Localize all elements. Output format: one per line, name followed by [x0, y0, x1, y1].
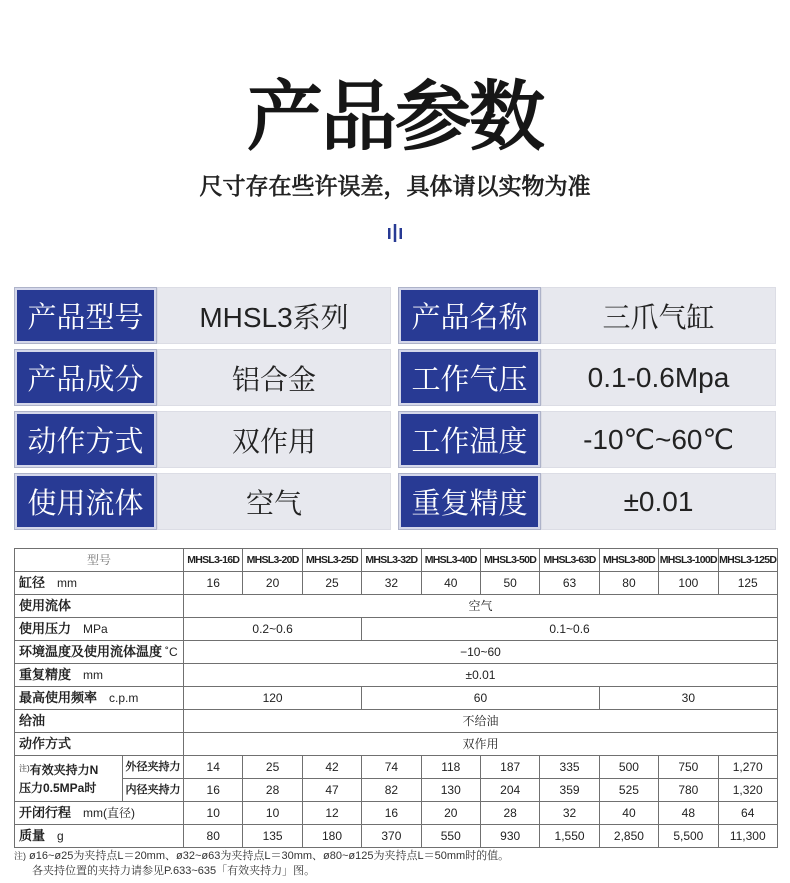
- spec-grid: [14, 287, 776, 535]
- row-label: 使用流体: [19, 598, 72, 613]
- table-cell: 47: [302, 779, 361, 802]
- row-label: 环境温度及使用流体温度: [19, 644, 163, 659]
- table-cell: 60: [362, 687, 600, 710]
- row-label: 给油: [19, 713, 46, 728]
- table-cell: 50: [480, 572, 539, 595]
- row-unit: mm: [57, 576, 78, 590]
- row-unit: ˚C: [165, 645, 178, 659]
- table-cell: 525: [599, 779, 658, 802]
- model-header-cell: MHSL3-50D: [480, 549, 539, 572]
- spec-table: [14, 548, 778, 848]
- note-mark: 注): [14, 851, 26, 861]
- table-cell: 1,320: [718, 779, 777, 802]
- table-cell: 16: [362, 802, 421, 825]
- stroke-row: [15, 802, 778, 825]
- row-label: 重复精度: [19, 667, 72, 682]
- fluid-row: [15, 595, 778, 618]
- material-label: 产品成分: [14, 349, 157, 406]
- table-cell: 5,500: [659, 825, 718, 848]
- table-cell: 0.1~0.6: [362, 618, 778, 641]
- repeatability-label: 重复精度: [398, 473, 541, 530]
- row-unit: c.p.m: [109, 691, 139, 705]
- row-label-cell: [15, 641, 184, 664]
- product-name-value: 三爪气缸: [541, 287, 776, 344]
- fluid-label: 使用流体: [14, 473, 157, 530]
- table-cell: 180: [302, 825, 361, 848]
- table-cell: 100: [659, 572, 718, 595]
- working-pressure-value: 0.1-0.6Mpa: [541, 349, 776, 406]
- table-cell: 20: [421, 802, 480, 825]
- table-cell: 双作用: [184, 733, 778, 756]
- grip-force-condition: 压力0.5MPa时: [19, 781, 97, 795]
- table-cell: 130: [421, 779, 480, 802]
- table-cell: 750: [659, 756, 718, 779]
- table-cell: 64: [718, 802, 777, 825]
- table-cell: 1,550: [540, 825, 599, 848]
- note-text: ø16~ø25为夹持点L＝20mm、ø32~ø63为夹持点L＝30mm、ø80~ø125为夹持点L＝50mm时的值。: [29, 850, 510, 862]
- table-cell: 930: [480, 825, 539, 848]
- table-cell: 82: [362, 779, 421, 802]
- working-temperature-value: -10℃~60℃: [541, 411, 776, 468]
- max-frequency-row: [15, 687, 778, 710]
- table-cell: 118: [421, 756, 480, 779]
- table-cell: 2,850: [599, 825, 658, 848]
- table-cell: 370: [362, 825, 421, 848]
- table-cell: 40: [421, 572, 480, 595]
- table-cell: 32: [540, 802, 599, 825]
- table-cell: 10: [184, 802, 243, 825]
- mass-row: [15, 825, 778, 848]
- table-header-row: [15, 549, 778, 572]
- note-text: 各夹持位置的夹持力请参见P.633~635「有效夹持力」图。: [32, 865, 316, 877]
- action-mode-value: 双作用: [157, 411, 391, 468]
- spec-row: [14, 349, 776, 406]
- table-cell: 120: [184, 687, 362, 710]
- table-cell: 125: [718, 572, 777, 595]
- model-header-cell: MHSL3-25D: [302, 549, 361, 572]
- model-header-cell: MHSL3-20D: [243, 549, 302, 572]
- table-cell: 32: [362, 572, 421, 595]
- lubrication-row: [15, 710, 778, 733]
- row-unit: MPa: [83, 622, 108, 636]
- table-cell: 16: [184, 779, 243, 802]
- row-label-cell: [15, 710, 184, 733]
- note-mark: 注): [19, 764, 30, 773]
- table-cell: 1,270: [718, 756, 777, 779]
- pressure-row: [15, 618, 778, 641]
- model-header-cell: MHSL3-32D: [362, 549, 421, 572]
- bore-row: [15, 572, 778, 595]
- product-model-value: MHSL3系列: [157, 287, 391, 344]
- temperature-row: [15, 641, 778, 664]
- table-cell: 10: [243, 802, 302, 825]
- table-cell: 500: [599, 756, 658, 779]
- grip-force-inner-row: [15, 779, 778, 802]
- repeatability-row: [15, 664, 778, 687]
- fluid-value: 空气: [157, 473, 391, 530]
- table-cell: 204: [480, 779, 539, 802]
- table-cell: 48: [659, 802, 718, 825]
- table-cell: 135: [243, 825, 302, 848]
- table-cell: 11,300: [718, 825, 777, 848]
- table-cell: 16: [184, 572, 243, 595]
- table-cell: 550: [421, 825, 480, 848]
- row-label-cell: [15, 733, 184, 756]
- working-temperature-label: 工作温度: [398, 411, 541, 468]
- table-cell: 74: [362, 756, 421, 779]
- table-cell: ±0.01: [184, 664, 778, 687]
- product-name-label: 产品名称: [398, 287, 541, 344]
- note-line: [14, 864, 784, 879]
- page-title: 产品参数: [247, 75, 543, 160]
- table-cell: 14: [184, 756, 243, 779]
- table-cell: 42: [302, 756, 361, 779]
- table-cell: 187: [480, 756, 539, 779]
- model-header-cell: MHSL3-63D: [540, 549, 599, 572]
- model-header-cell: MHSL3-40D: [421, 549, 480, 572]
- table-cell: 30: [599, 687, 777, 710]
- row-label-cell: [15, 572, 184, 595]
- row-label: 质量: [19, 828, 46, 843]
- model-header-cell: MHSL3-125D: [718, 549, 777, 572]
- row-label: 使用压力: [19, 621, 72, 636]
- row-unit: mm(直径): [83, 806, 136, 820]
- table-notes: [14, 849, 784, 879]
- spec-row: [14, 411, 776, 468]
- model-header-cell: MHSL3-16D: [184, 549, 243, 572]
- table-cell: 80: [599, 572, 658, 595]
- table-cell: 0.2~0.6: [184, 618, 362, 641]
- row-label-cell: [15, 687, 184, 710]
- product-model-label: 产品型号: [14, 287, 157, 344]
- row-label-cell: [15, 664, 184, 687]
- row-unit: mm: [83, 668, 104, 682]
- note-line: [14, 849, 784, 864]
- grip-force-outer-row: [15, 756, 778, 779]
- table-cell: 63: [540, 572, 599, 595]
- row-label-cell: [15, 825, 184, 848]
- row-label: 开闭行程: [19, 805, 72, 820]
- table-cell: 359: [540, 779, 599, 802]
- model-column-header: 型号: [15, 549, 184, 572]
- row-label-cell: [15, 595, 184, 618]
- model-header-cell: MHSL3-100D: [659, 549, 718, 572]
- inner-grip-label: 内径夹持力: [123, 779, 184, 802]
- outer-grip-label: 外径夹持力: [123, 756, 184, 779]
- table-cell: 不给油: [184, 710, 778, 733]
- working-pressure-label: 工作气压: [398, 349, 541, 406]
- table-cell: 335: [540, 756, 599, 779]
- table-cell: 40: [599, 802, 658, 825]
- table-cell: 空气: [184, 595, 778, 618]
- vertical-bars-icon: [386, 223, 404, 243]
- grip-force-label: 有效夹持力N: [29, 763, 99, 777]
- table-cell: −10~60: [184, 641, 778, 664]
- table-cell: 780: [659, 779, 718, 802]
- material-value: 铝合金: [157, 349, 391, 406]
- table-cell: 28: [480, 802, 539, 825]
- grip-force-label-cell: [15, 756, 123, 802]
- table-cell: 25: [243, 756, 302, 779]
- table-cell: 20: [243, 572, 302, 595]
- row-label: 最高使用频率: [19, 690, 98, 705]
- row-label-cell: [15, 618, 184, 641]
- row-label-cell: [15, 802, 184, 825]
- action-mode-label: 动作方式: [14, 411, 157, 468]
- page-subtitle: 尺寸存在些许误差，具体请以实物为准: [199, 173, 591, 199]
- spec-row: [14, 473, 776, 530]
- repeatability-value: ±0.01: [541, 473, 776, 530]
- action-row: [15, 733, 778, 756]
- table-cell: 28: [243, 779, 302, 802]
- model-header-cell: MHSL3-80D: [599, 549, 658, 572]
- row-label: 动作方式: [19, 736, 72, 751]
- row-unit: g: [57, 829, 64, 843]
- spec-row: [14, 287, 776, 344]
- table-cell: 80: [184, 825, 243, 848]
- table-cell: 25: [302, 572, 361, 595]
- table-cell: 12: [302, 802, 361, 825]
- row-label: 缸径: [19, 575, 46, 590]
